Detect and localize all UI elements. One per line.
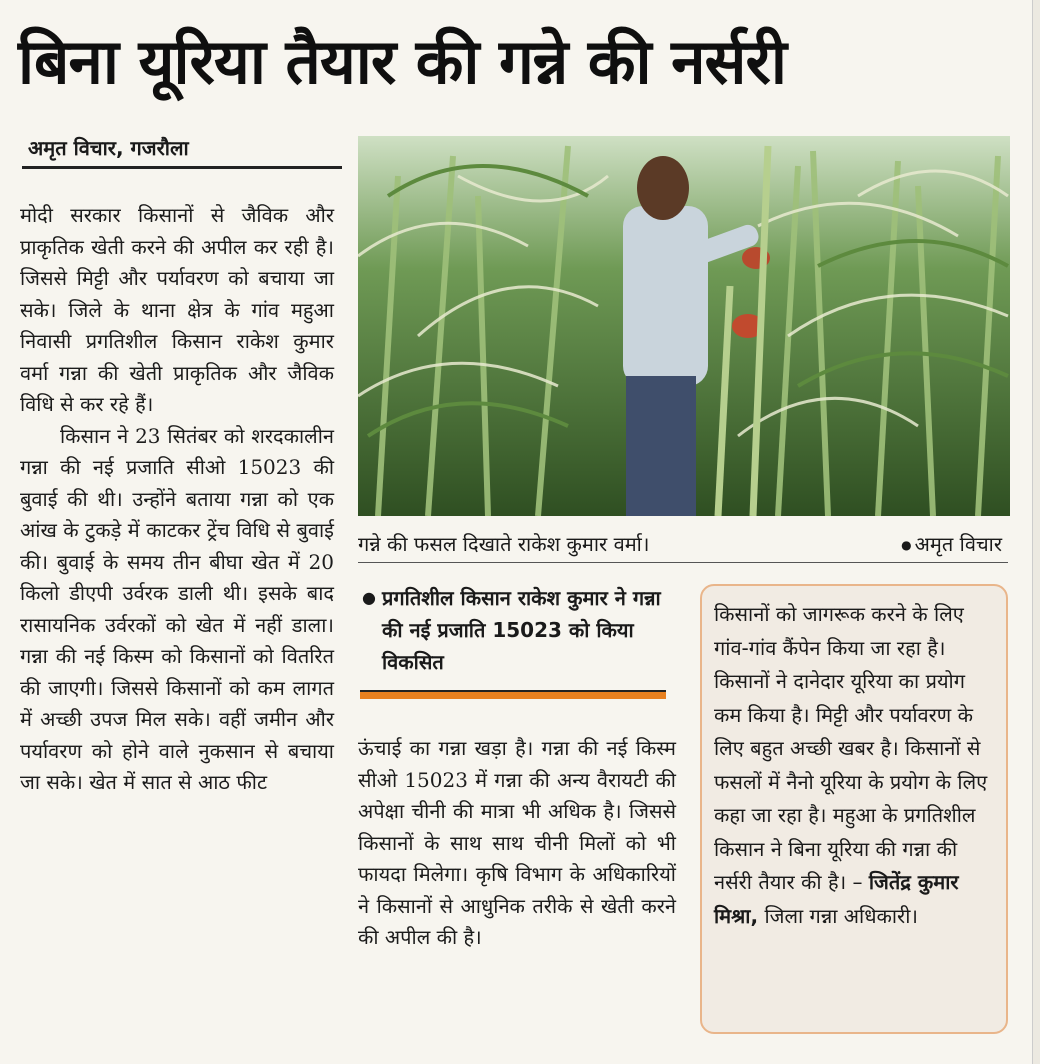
caption-text: गन्ने की फसल दिखाते राकेश कुमार वर्मा। [358, 532, 650, 556]
article-paragraph: मोदी सरकार किसानों से जैविक और प्राकृतिक खेती करने की अपील कर रही है। जिससे मिट्टी और पर्यावरण को बचाया जा सके। जिले के थाना क्षेत्र के गांव महुआ निवासी प्रगतिशील किसान राकेश कुमार वर्मा गन्ना की खेती प्राकृतिक और जैविक विधि से कर रहे हैं। [20, 203, 334, 416]
photo-credit: ● अमृत विचार [901, 528, 1002, 561]
accent-divider [360, 690, 666, 699]
article-column-2 [358, 733, 676, 954]
sugarcane-field-image [358, 136, 1010, 516]
adjacent-column-edge [1032, 0, 1040, 1064]
byline-text: अमृत विचार, गजरौला [28, 136, 189, 160]
quote-designation: जिला गन्ना अधिकारी। [764, 903, 918, 928]
quote-box [700, 584, 1008, 1034]
quote-author: जितेंद्र कुमार मिश्रा, [714, 870, 959, 928]
article-column-1 [20, 200, 334, 799]
article-paragraph: ऊंचाई का गन्ना खड़ा है। गन्ना की नई किस्म सीओ 15023 में गन्ना की अन्य वैरायटी की अपेक्षा चीनी की मात्रा भी अधिक है। जिससे किसानों के साथ साथ चीनी मिलों को भी फायदा मिलेगा। कृषि विभाग के अधिकारियों ने किसानों से आधुनिक तरीके से खेती करने की अपील की है। [358, 736, 676, 949]
headline: बिना यूरिया तैयार की गन्ने की नर्सरी [18, 25, 786, 98]
byline [22, 132, 342, 169]
news-photo [358, 136, 1010, 516]
photo-caption [358, 528, 1008, 563]
article-paragraph: किसान ने 23 सितंबर को शरदकालीन गन्ना की नई प्रजाति सीओ 15023 की बुवाई की थी। उन्होंने बताया गन्ना को एक आंख के टुकड़े में काटकर ट्रेंच विधि से बुवाई की। बुवाई के समय तीन बीघा खेत में 20 किलो डीएपी उर्वरक डाली थी। इसके बाद रासायनिक उर्वरकों को खेत में नहीं डाला। गन्ना की नई किस्म को किसानों को वितरित की जाएगी। जिससे किसानों को कम लागत में अच्छी उपज मिल सके। वहीं जमीन और पर्यावरण को होने वाले नुकसान से बचाया जा सके। खेत में सात से आठ फीट [20, 423, 334, 794]
highlight-box: ● प्रगतिशील किसान राकेश कुमार ने गन्ना की नई प्रजाति 15023 को किया विकसित [360, 582, 670, 678]
quote-text: किसानों को जागरूक करने के लिए गांव-गांव कैंपेन किया जा रहा है। किसानों ने दानेदार यूरिया का प्रयोग कम किया है। मिट्टी और पर्यावरण के लिए बहुत अच्छी खबर है। किसानों से फसलों में नैनो यूरिया के प्रयोग के लिए कहा जा रहा है। महुआ के प्रगतिशील किसान ने बिना यूरिया की गन्ना की नर्सरी तैयार की है। – [714, 602, 988, 894]
